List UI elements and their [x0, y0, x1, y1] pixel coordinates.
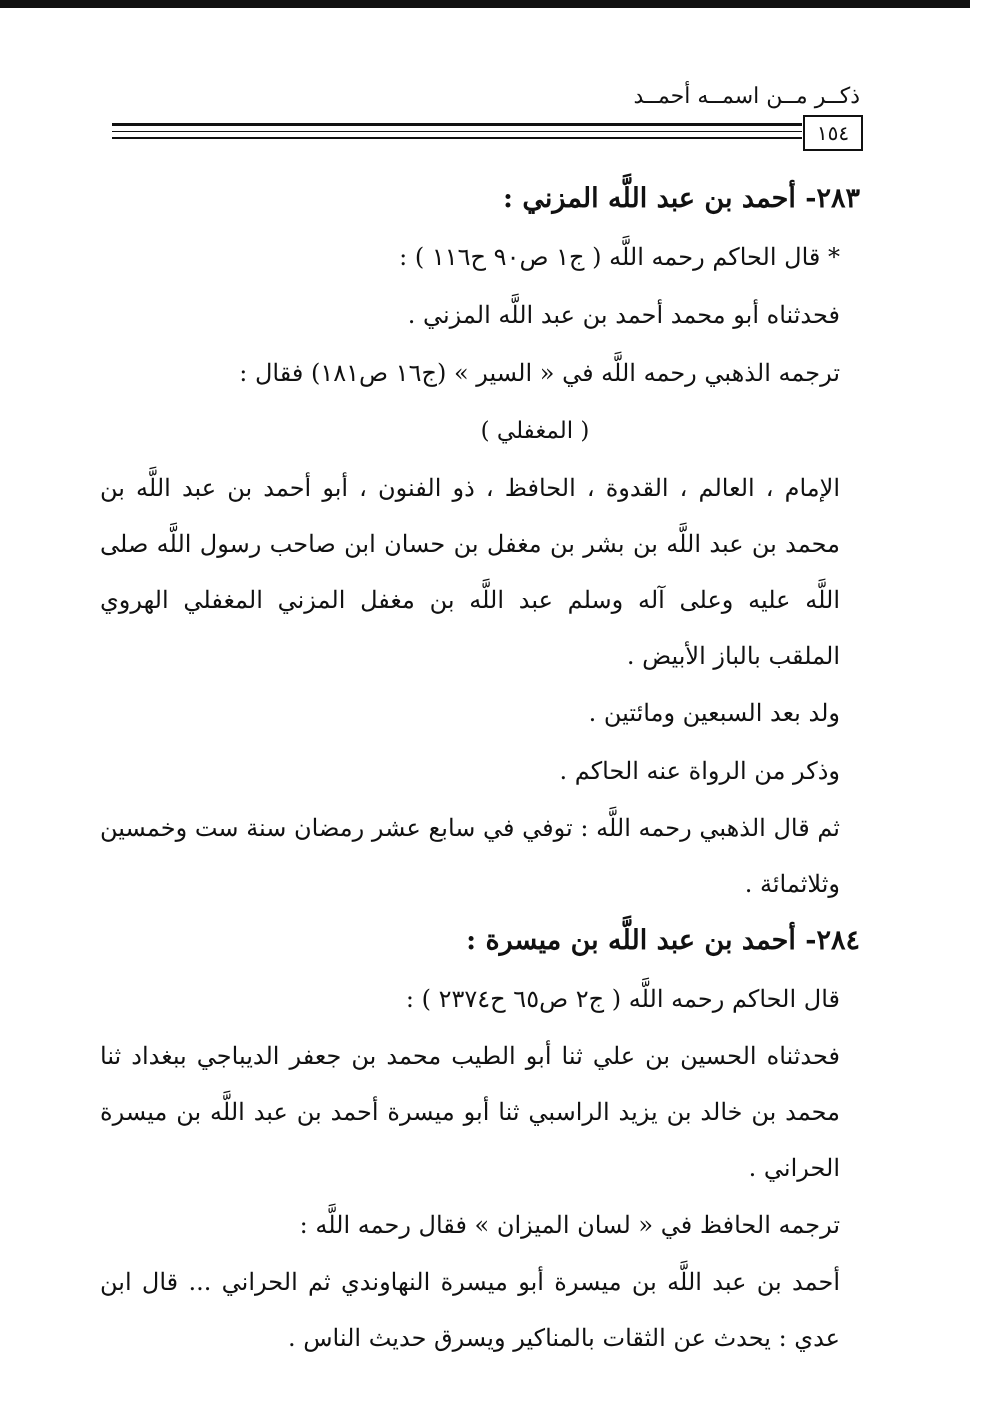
- header-rule-lower: [112, 137, 802, 139]
- entry-284-hakim-citation: قال الحاكم رحمه اللَّه ( ج٢ ص٦٥ ح٢٣٧٤ ) :: [405, 985, 840, 1013]
- header-rule-thin: [112, 131, 802, 132]
- entry-283-narrators: وذكر من الرواة عنه الحاكم .: [559, 757, 840, 785]
- entry-283-death: ثم قال الذهبي رحمه اللَّه : توفي في سابع عشر رمضان سنة ست وخمسين وثلاثمائة .: [100, 814, 840, 898]
- entry-284-isnad: فحدثناه الحسين بن علي ثنا أبو الطيب محمد بن جعفر الديباجي ببغداد ثنا محمد بن خالد بن يزيد الراسبي ثنا أبو ميسرة أحمد بن عبد اللَّه بن ميسرة الحراني .: [100, 1042, 840, 1182]
- entry-284-title: ٢٨٤- أحمد بن عبد اللَّه بن ميسرة :: [466, 925, 860, 956]
- header-rule: [112, 123, 802, 126]
- page-number: ١٥٤: [803, 115, 863, 151]
- entry-283-dhahabi-intro: ترجمه الذهبي رحمه اللَّه في « السير » (ج١٦ ص١٨١) فقال :: [239, 359, 840, 387]
- running-header: ذكــر مــن اسمــه أحمــد: [633, 84, 860, 109]
- page-body: [100, 170, 870, 1366]
- entry-283-hakim-citation: * قال الحاكم رحمه اللَّه ( ج١ ص٩٠ ح١١٦ ) :: [399, 243, 840, 271]
- entry-283-title: ٢٨٣- أحمد بن عبد اللَّه المزني :: [503, 183, 860, 214]
- entry-283-isnad: فحدثناه أبو محمد أحمد بن عبد اللَّه المزني .: [407, 301, 840, 329]
- entry-284-biography: أحمد بن عبد اللَّه بن ميسرة أبو ميسرة النهاوندي ثم الحراني ... قال ابن عدي : يحدث عن الثقات بالمناكير ويسرق حديث الناس .: [100, 1268, 840, 1352]
- top-rule: [0, 0, 970, 8]
- entry-283-biography: الإمام ، العالم ، القدوة ، الحافظ ، ذو الفنون ، أبو أحمد بن عبد اللَّه بن محمد بن عبد اللَّه بن بشر بن مغفل بن حسان ابن صاحب رسول اللَّه صلى اللَّه عليه وعلى آله وسلم عبد اللَّه بن مغفل المزني المغفلي الهروي الملقب بالباز الأبيض .: [100, 474, 840, 670]
- entry-283-birth: ولد بعد السبعين ومائتين .: [588, 699, 840, 727]
- entry-283-nisba-heading: ( المغفلي ): [480, 418, 590, 444]
- entry-284-hafiz-intro: ترجمه الحافظ في « لسان الميزان » فقال رحمه اللَّه :: [299, 1211, 840, 1239]
